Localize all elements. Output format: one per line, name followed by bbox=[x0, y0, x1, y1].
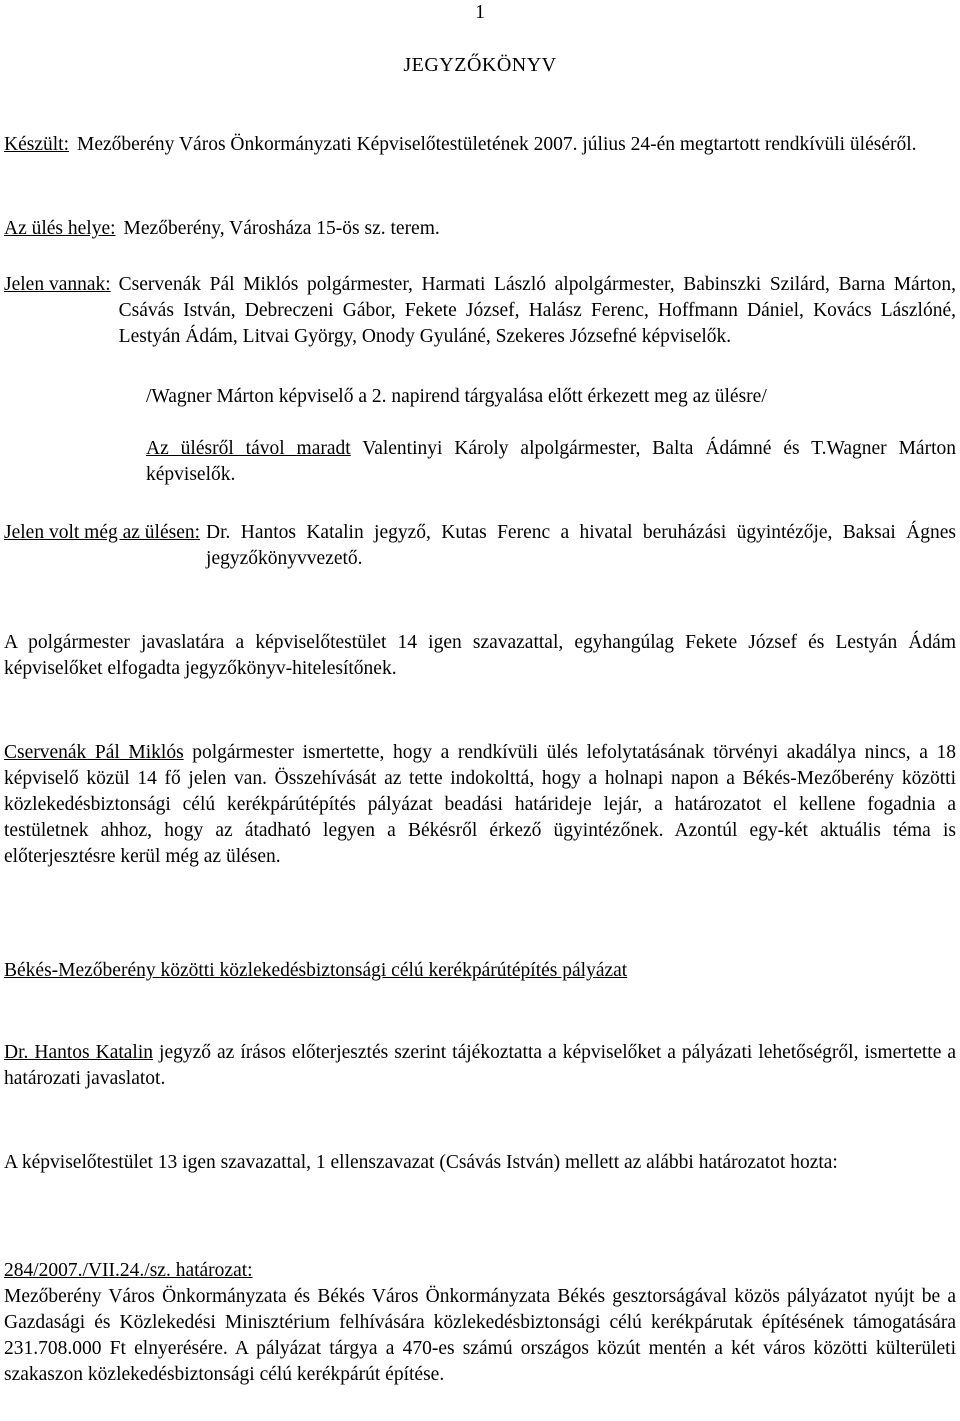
jelen-vannak-text: Cservenák Pál Miklós polgármester, Harmati László alpolgármester, Babinszki Szilárd, Barna Márton, Csávás István, Debreczeni Gábor, Fekete József, Halász Ferenc, Hoffmann Dániel, Kovács Lászlóné, Lestyán Ádám, Litvai György, Onody Gyuláné, Szekeres Józsefné képviselők. bbox=[118, 274, 956, 347]
jelen-volt-label: Jelen volt még az ülésen: bbox=[4, 522, 201, 543]
ules-helye-text: Mezőberény, Városháza 15-ös sz. terem. bbox=[123, 218, 440, 239]
cservenak-name: Cservenák Pál Miklós bbox=[4, 742, 184, 763]
hantos-text: jegyző az írásos előterjesztés szerint tájékoztatta a képviselőket a pályázati lehetőségről, ismertette a határozati javaslatot. bbox=[4, 1042, 957, 1089]
ules-helye-block bbox=[4, 216, 956, 242]
jelen-volt-text: Dr. Hantos Katalin jegyző, Kutas Ferenc a hivatal beruházási ügyintézője, Baksai Ágnes jegyzőkönyvvezető. bbox=[206, 522, 956, 569]
ules-helye-label: Az ülés helye: bbox=[4, 218, 116, 239]
tavol-label: Az ülésről távol maradt bbox=[146, 438, 351, 459]
tavol-block bbox=[146, 436, 956, 488]
jelen-vannak-block bbox=[4, 272, 956, 350]
page-number: 1 bbox=[475, 2, 485, 23]
hatarozat-label: 284/2007./VII.24./sz. határozat: bbox=[4, 1260, 253, 1281]
keszult-text: Mezőberény Város Önkormányzati Képviselőtestületének 2007. július 24-én megtartott rendkívüli üléséről. bbox=[76, 134, 917, 155]
palyazat-heading bbox=[4, 958, 956, 984]
hatarozat-text: Mezőberény Város Önkormányzata és Békés Város Önkormányzata Békés gesztorságával közös pályázatot nyújt be a Gazdasági és Közlekedési Minisztérium felhívására közlekedésbiztonsági célú kerékpárutak építésének támogatására 231.708.000 Ft elnyerésére. A pályázat tárgya a 470-es számú országos közút mentén a két város közötti külterületi szakaszon közlekedésbiztonsági célú kerékpárút építése. bbox=[4, 1286, 956, 1385]
keszult-block bbox=[4, 132, 956, 158]
cservenak-paragraph bbox=[4, 740, 956, 870]
jelen-vannak-note: /Wagner Márton képviselő a 2. napirend tárgyalása előtt érkezett meg az ülésre/ bbox=[146, 386, 767, 407]
keszult-label: Készült: bbox=[4, 134, 69, 155]
palyazat-heading-text: Békés-Mezőberény közötti közlekedésbiztonsági célú kerékpárútépítés pályázat bbox=[4, 960, 628, 981]
szavazas-paragraph: A képviselőtestület 13 igen szavazattal, 1 ellenszavazat (Csávás István) mellett az alábbi határozatot hozta: bbox=[4, 1152, 838, 1173]
cservenak-text: polgármester ismertette, hogy a rendkívüli ülés lefolytatásának törvényi akadálya nincs, a 18 képviselő közül 14 fő jelen van. Összehívását az tette indokolttá, hogy a holnapi napon a Békés-Mezőberény közötti közlekedésbiztonsági célú kerékpárútépítés pályázat beadási határideje lejár, a határozatot el kellene fogadnia a testületnek ahhoz, hogy az átadható legyen a Békésről érkező ügyintézőnek. Azontúl egy-két aktuális téma is előterjesztésre kerül még az ülésen. bbox=[4, 742, 957, 867]
document-title: JEGYZŐKÖNYV bbox=[403, 54, 557, 76]
jelen-volt-block bbox=[4, 520, 956, 572]
jelen-vannak-label: Jelen vannak: bbox=[4, 274, 111, 295]
hantos-paragraph bbox=[4, 1040, 956, 1092]
hitelesito-paragraph: A polgármester javaslatára a képviselőtestület 14 igen szavazattal, egyhangúlag Fekete József és Lestyán Ádám képviselőket elfogadta jegyzőkönyv-hitelesítőnek. bbox=[4, 632, 956, 679]
hatarozat-label-line bbox=[4, 1258, 956, 1284]
hantos-name: Dr. Hantos Katalin bbox=[4, 1042, 154, 1063]
tavol-text: Valentinyi Károly alpolgármester, Balta Ádámné és T.Wagner Márton képviselők. bbox=[146, 438, 956, 485]
